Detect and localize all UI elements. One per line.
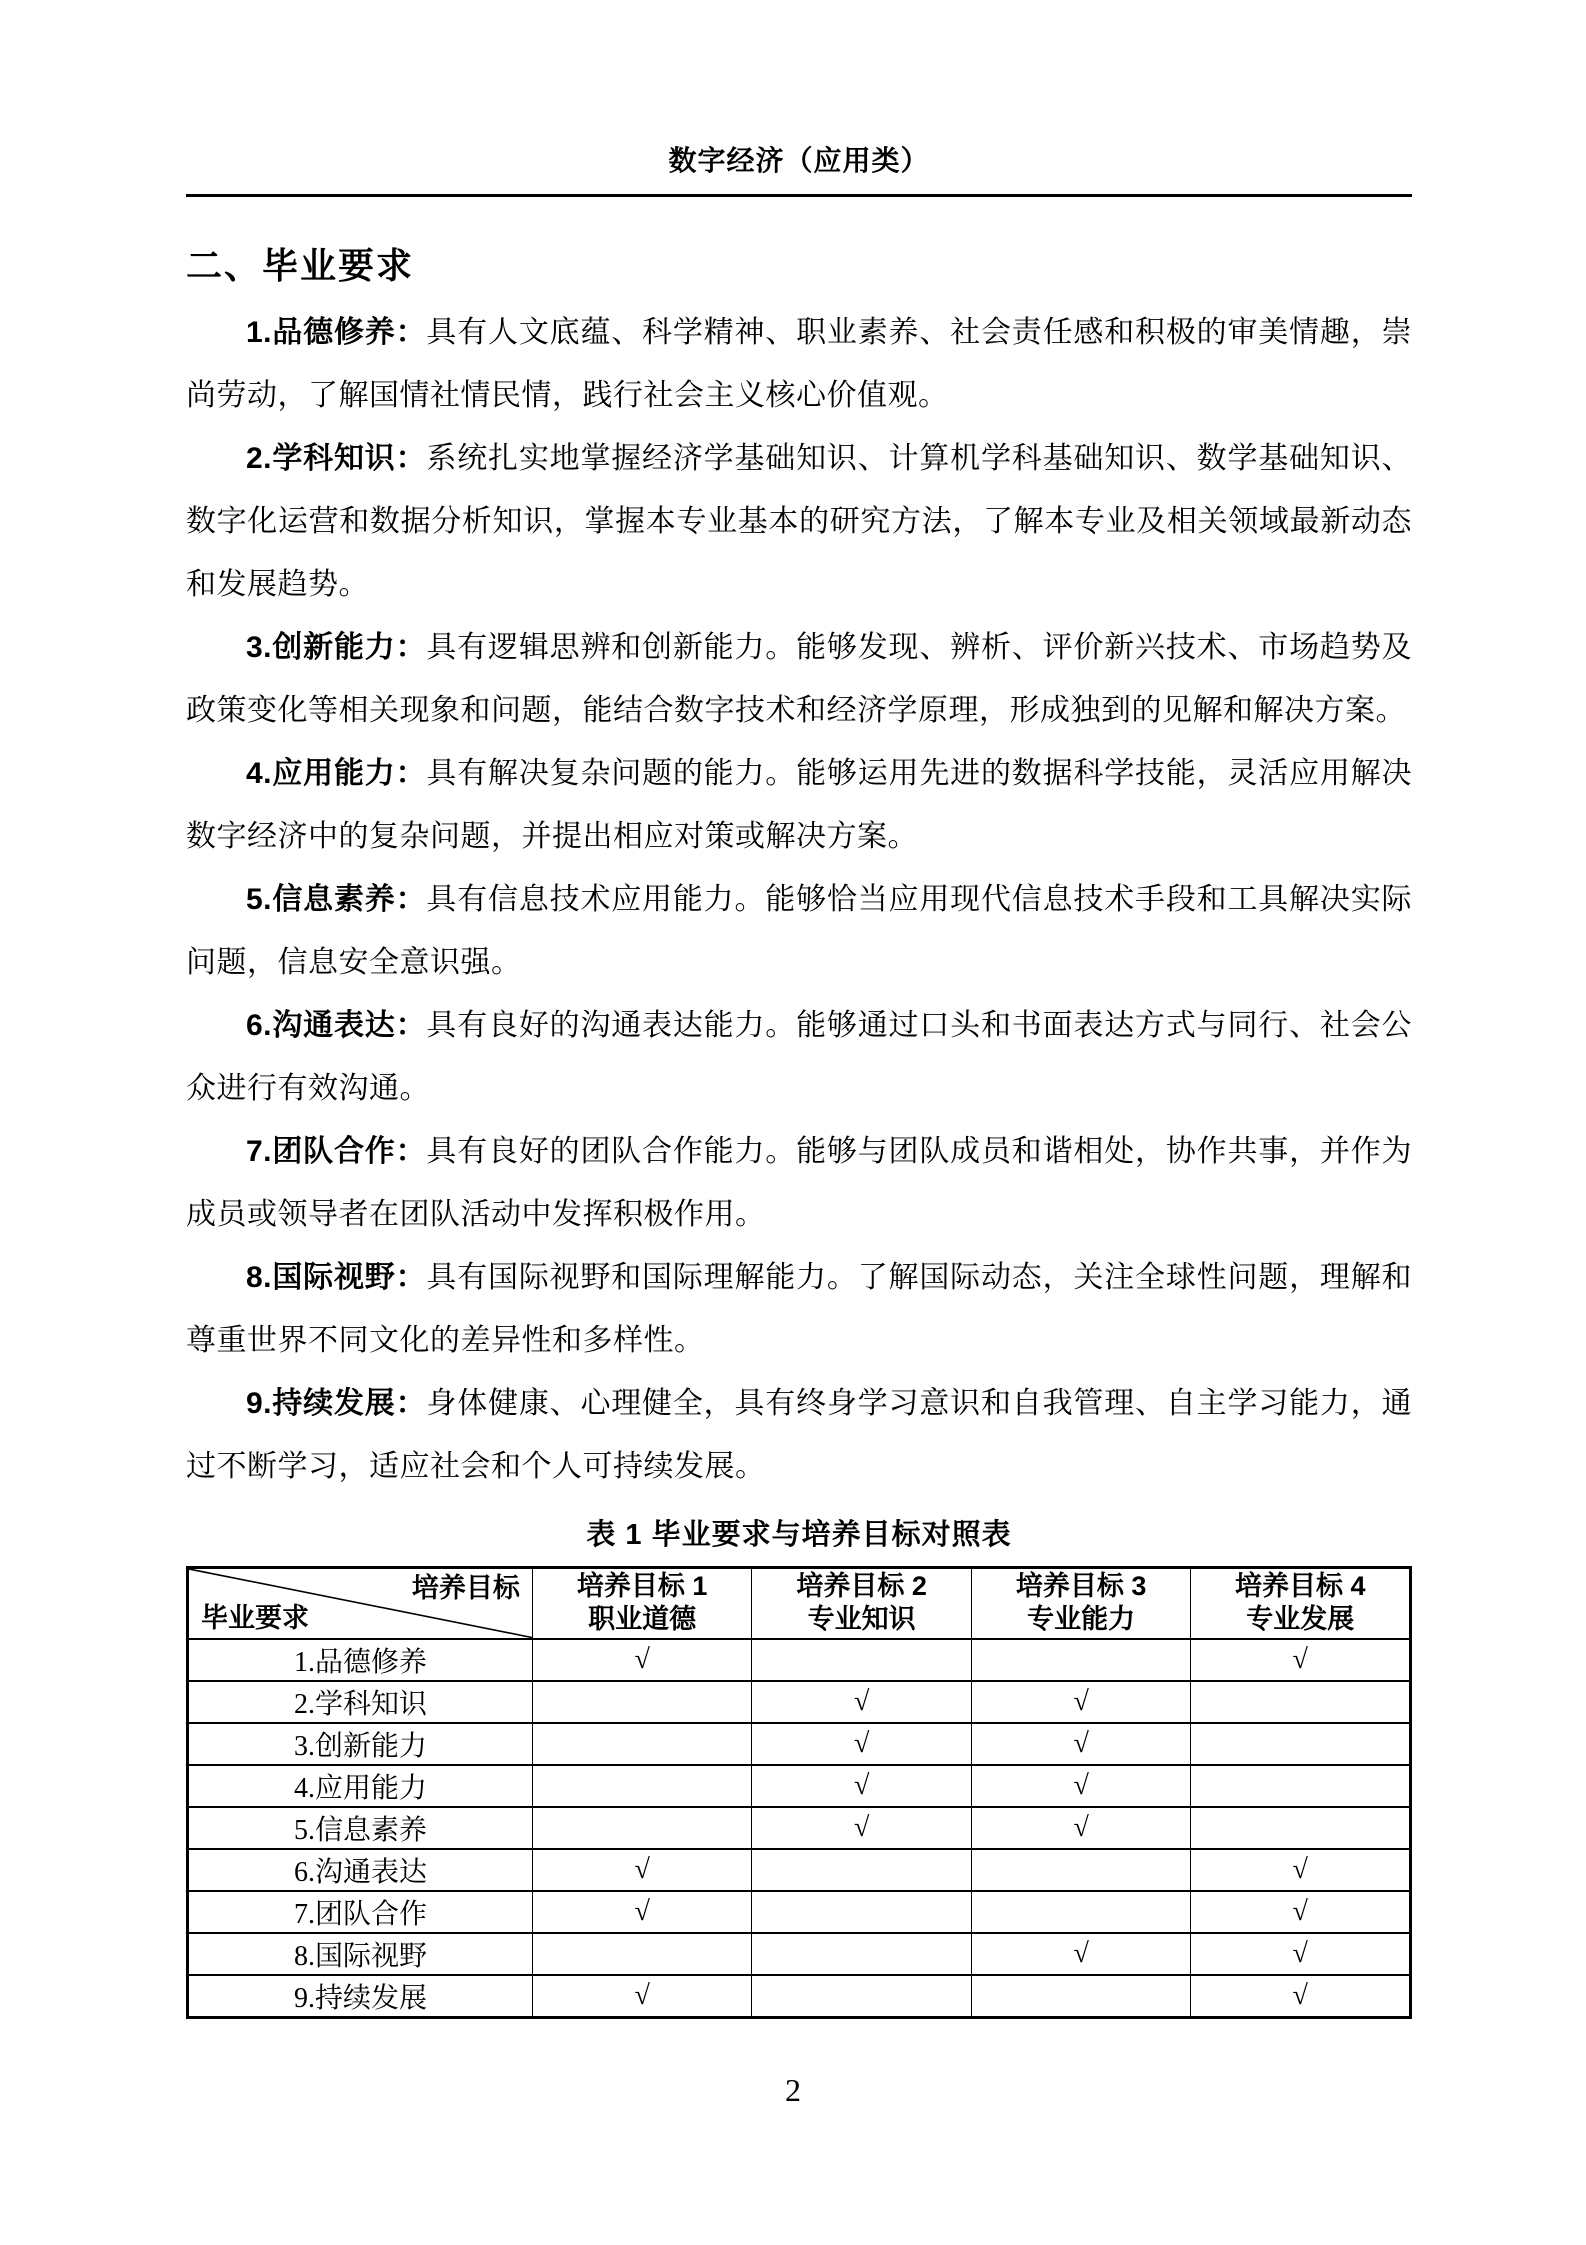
- table-row: [188, 1723, 1411, 1765]
- check-cell: [752, 1639, 972, 1681]
- requirement-name-cell: 1.品德修养: [188, 1639, 533, 1681]
- goal-column-subtitle: 专业发展: [1246, 1604, 1355, 1635]
- check-cell: [532, 1723, 752, 1765]
- goal-column-title: 培养目标 3: [1015, 1571, 1147, 1602]
- requirement-paragraph: [186, 301, 1412, 427]
- goal-column-header-4: [1191, 1568, 1411, 1639]
- requirement-name-cell: 7.团队合作: [188, 1891, 533, 1933]
- check-cell: √: [971, 1765, 1191, 1807]
- requirement-text: 具有国际视野和国际理解能力。了解国际动态，关注全球性问题，理解和尊重世界不同文化的差异性和多样性。: [186, 1261, 1412, 1357]
- check-cell: [752, 1975, 972, 2018]
- requirement-name-cell: 2.学科知识: [188, 1681, 533, 1723]
- requirement-name-cell: 6.沟通表达: [188, 1849, 533, 1891]
- check-cell: √: [971, 1933, 1191, 1975]
- table-row: [188, 1975, 1411, 2018]
- requirement-label: 9.持续发展：: [246, 1387, 427, 1420]
- goal-column-header-1: [532, 1568, 752, 1639]
- check-cell: [532, 1807, 752, 1849]
- table-header-row: [188, 1568, 1411, 1639]
- requirement-text: 具有人文底蕴、科学精神、职业素养、社会责任感和积极的审美情趣，崇尚劳动，了解国情社情民情，践行社会主义核心价值观。: [186, 316, 1412, 412]
- requirement-text: 具有良好的团队合作能力。能够与团队成员和谐相处，协作共事，并作为成员或领导者在团队活动中发挥积极作用。: [186, 1135, 1412, 1231]
- requirement-label: 7.团队合作：: [246, 1135, 427, 1168]
- requirement-paragraph: [186, 427, 1412, 616]
- table-row: [188, 1639, 1411, 1681]
- corner-label-requirements: 毕业要求: [201, 1602, 309, 1633]
- check-cell: √: [971, 1681, 1191, 1723]
- check-cell: √: [532, 1849, 752, 1891]
- check-cell: √: [1191, 1975, 1411, 2018]
- check-cell: [1191, 1765, 1411, 1807]
- check-cell: [532, 1933, 752, 1975]
- check-cell: √: [971, 1723, 1191, 1765]
- table-caption: 表 1 毕业要求与培养目标对照表: [586, 1519, 1012, 1551]
- requirement-text: 身体健康、心理健全，具有终身学习意识和自我管理、自主学习能力，通过不断学习，适应社会和个人可持续发展。: [186, 1387, 1412, 1483]
- check-cell: [971, 1891, 1191, 1933]
- check-cell: [1191, 1681, 1411, 1723]
- goal-column-subtitle: 职业道德: [588, 1604, 697, 1635]
- requirement-paragraph: [186, 994, 1412, 1120]
- requirement-name-cell: 9.持续发展: [188, 1975, 533, 2018]
- check-cell: √: [1191, 1891, 1411, 1933]
- table-row: [188, 1891, 1411, 1933]
- requirement-paragraph: [186, 616, 1412, 742]
- check-cell: √: [752, 1765, 972, 1807]
- section-title: 二、毕业要求: [186, 245, 415, 286]
- requirement-paragraph: [186, 742, 1412, 868]
- table-row: [188, 1849, 1411, 1891]
- requirement-label: 6.沟通表达：: [246, 1009, 427, 1042]
- goal-column-title: 培养目标 4: [1234, 1571, 1366, 1602]
- requirements-list: [186, 301, 1412, 1498]
- requirement-label: 1.品德修养：: [246, 316, 427, 349]
- check-cell: √: [532, 1975, 752, 2018]
- check-cell: [971, 1975, 1191, 2018]
- requirement-label: 5.信息素养：: [246, 883, 427, 916]
- check-cell: √: [532, 1891, 752, 1933]
- requirement-name-cell: 3.创新能力: [188, 1723, 533, 1765]
- requirement-text: 具有逻辑思辨和创新能力。能够发现、辨析、评价新兴技术、市场趋势及政策变化等相关现象和问题，能结合数字技术和经济学原理，形成独到的见解和解决方案。: [186, 631, 1412, 727]
- header-rule: [186, 194, 1412, 197]
- requirements-goals-matrix: [186, 1566, 1412, 2019]
- requirement-label: 3.创新能力：: [246, 631, 427, 664]
- table-row: [188, 1681, 1411, 1723]
- check-cell: √: [752, 1723, 972, 1765]
- requirement-label: 8.国际视野：: [246, 1261, 427, 1294]
- requirement-paragraph: [186, 1246, 1412, 1372]
- check-cell: [971, 1639, 1191, 1681]
- check-cell: [532, 1765, 752, 1807]
- check-cell: √: [1191, 1849, 1411, 1891]
- requirement-text: 具有信息技术应用能力。能够恰当应用现代信息技术手段和工具解决实际问题，信息安全意识强。: [186, 883, 1412, 979]
- goal-column-subtitle: 专业能力: [1027, 1604, 1136, 1635]
- check-cell: [1191, 1723, 1411, 1765]
- running-header-title: 数字经济（应用类）: [668, 145, 930, 176]
- goal-column-title: 培养目标 2: [796, 1571, 927, 1602]
- check-cell: √: [971, 1807, 1191, 1849]
- requirement-label: 4.应用能力：: [246, 757, 427, 790]
- requirement-paragraph: [186, 868, 1412, 994]
- corner-label-goals: 培养目标: [411, 1573, 520, 1603]
- check-cell: √: [1191, 1933, 1411, 1975]
- table-row: [188, 1807, 1411, 1849]
- requirement-name-cell: 5.信息素养: [188, 1807, 533, 1849]
- table-row: [188, 1933, 1411, 1975]
- check-cell: [971, 1849, 1191, 1891]
- requirement-text: 系统扎实地掌握经济学基础知识、计算机学科基础知识、数学基础知识、数字化运营和数据分析知识，掌握本专业基本的研究方法，了解本专业及相关领域最新动态和发展趋势。: [186, 442, 1412, 601]
- check-cell: [752, 1849, 972, 1891]
- check-cell: [532, 1681, 752, 1723]
- requirement-text: 具有良好的沟通表达能力。能够通过口头和书面表达方式与同行、社会公众进行有效沟通。: [186, 1009, 1412, 1105]
- goal-column-title: 培养目标 1: [576, 1571, 708, 1602]
- check-cell: √: [752, 1807, 972, 1849]
- page-number: 2: [785, 2072, 801, 2108]
- corner-header-cell: [188, 1568, 533, 1639]
- table-row: [188, 1765, 1411, 1807]
- requirement-text: 具有解决复杂问题的能力。能够运用先进的数据科学技能，灵活应用解决数字经济中的复杂问题，并提出相应对策或解决方案。: [186, 757, 1412, 853]
- goal-column-header-2: [752, 1568, 972, 1639]
- check-cell: √: [532, 1639, 752, 1681]
- requirement-paragraph: [186, 1120, 1412, 1246]
- check-cell: [752, 1891, 972, 1933]
- requirement-name-cell: 4.应用能力: [188, 1765, 533, 1807]
- requirement-label: 2.学科知识：: [246, 442, 427, 475]
- requirement-paragraph: [186, 1372, 1412, 1498]
- check-cell: [752, 1933, 972, 1975]
- goal-column-header-3: [971, 1568, 1191, 1639]
- goal-column-subtitle: 专业知识: [807, 1604, 916, 1635]
- check-cell: [1191, 1807, 1411, 1849]
- requirement-name-cell: 8.国际视野: [188, 1933, 533, 1975]
- check-cell: √: [752, 1681, 972, 1723]
- check-cell: √: [1191, 1639, 1411, 1681]
